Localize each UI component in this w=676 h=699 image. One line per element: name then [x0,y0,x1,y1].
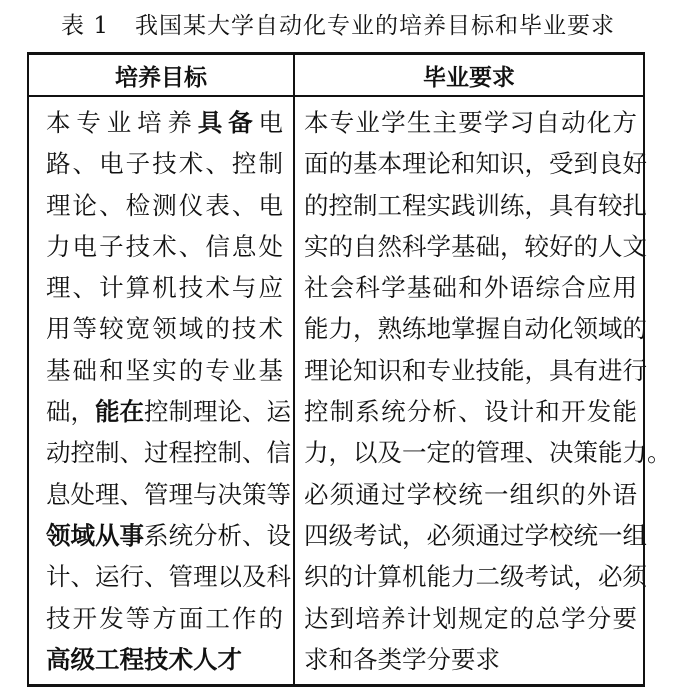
requirement-line: 控制系统分析、设计和开发能 [304,397,637,427]
requirement-line: 四级考试，必须通过学校统一组 [304,520,647,550]
goal-emphasis-text: 领域从事 [46,520,144,550]
goal-line [46,556,291,597]
goal-text: 理、计算机技术与应 [46,273,283,303]
goal-emphasis-text: 能在 [95,397,144,427]
goal-text: 计、运行、管理以及科 [46,562,291,592]
goal-text: 理论、检测仪表、电 [46,190,283,220]
goal-text: 电 [258,108,284,137]
goal-line [46,226,283,267]
goal-line [46,515,291,556]
goal-line [46,474,291,515]
goal-line [46,391,291,432]
table-row [28,96,644,686]
requirement-line: 织的计算机能力二级考试，必须 [304,562,647,592]
goal-text: 本专业培养 [46,108,198,137]
requirement-cell [294,96,672,686]
goal-line [46,350,283,391]
requirement-line: 社会科学基础和外语综合应用 [304,273,637,303]
header-row [28,54,644,97]
requirement-line: 能力，熟练地掌握自动化领域的 [304,314,647,344]
table-number: 表 1 [61,13,109,39]
table-caption [0,6,676,46]
requirement-line: 的控制工程实践训练，具有较扎 [304,190,647,220]
goal-emphasis-text: 高级工程技术人才 [46,644,242,674]
goal-emphasis-text: 具备 [197,108,259,137]
goal-cell [28,96,294,686]
goal-text: 础， [46,397,95,427]
goal-text: 控制理论、运 [144,397,291,427]
goal-line [46,432,291,473]
goal-text: 息处理、管理与决策等 [46,479,291,509]
goal-text: 系统分析、设 [144,520,291,550]
header-goal: 培养目标 [28,54,294,97]
goal-text: 基础和坚实的专业基 [46,355,283,385]
requirement-line: 达到培养计划规定的总学分要 [304,603,637,633]
goal-line [46,598,283,639]
goal-text: 技开发等方面工作的 [46,603,283,633]
requirement-line: 本专业学生主要学习自动化方 [304,108,637,137]
requirement-line: 必须通过学校统一组织的外语 [304,479,637,509]
header-requirement: 毕业要求 [294,54,644,97]
table-title: 我国某大学自动化专业的培养目标和毕业要求 [134,13,615,39]
goal-text: 力电子技术、信息处 [46,231,283,261]
goal-line [46,143,283,184]
goal-line [46,185,283,226]
requirement-line: 求和各类学分要求 [304,644,500,674]
goal-line [46,267,283,308]
goal-text: 用等较宽领域的技术 [46,314,283,344]
goals-requirements-table [27,52,672,687]
requirement-line: 实的自然科学基础，较好的人文 [304,231,647,261]
goal-text: 路、电子技术、控制 [46,149,283,179]
requirement-line: 面的基本理论和知识，受到良好 [304,149,647,179]
requirement-line: 理论知识和专业技能，具有进行 [304,355,647,385]
goal-line [46,102,283,143]
goal-text: 动控制、过程控制、信 [46,438,291,468]
requirement-line: 力，以及一定的管理、决策能力。 [304,438,672,468]
goal-line [46,308,283,349]
goal-line [46,639,283,680]
